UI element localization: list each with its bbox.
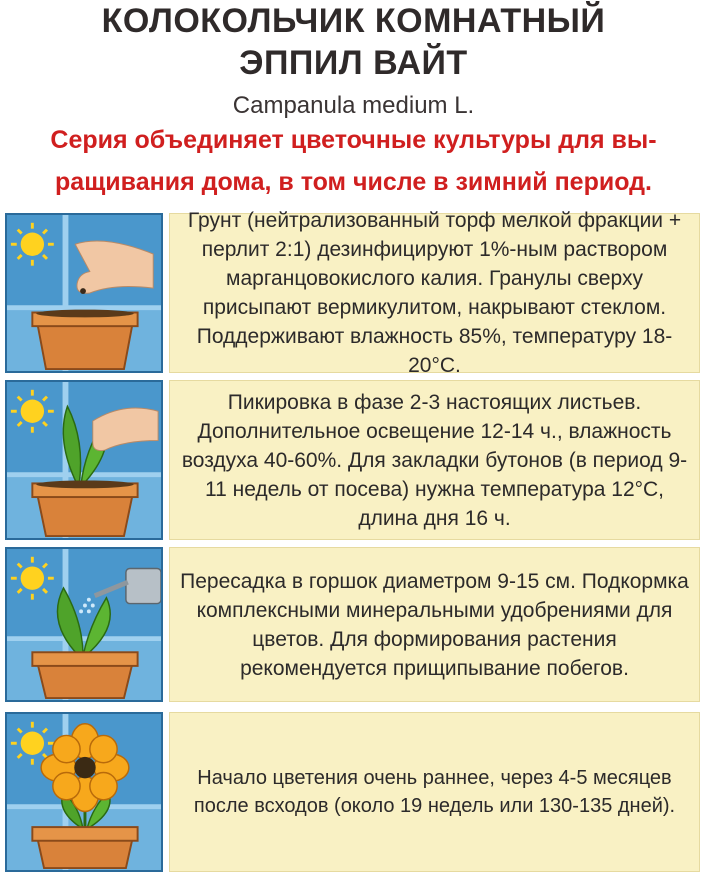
- watering-plant-illustration: [5, 547, 163, 702]
- step-transplanting: [5, 547, 700, 702]
- step-sowing: [5, 209, 700, 377]
- step-pricking-out: [5, 380, 700, 540]
- title-line-2: ЭППИЛ ВАЙТ: [239, 44, 468, 82]
- step-flowering-text: Начало цветения очень раннее, через 4-5 месяцев после всходов (около 19 недель или 130-135 дней).: [169, 712, 700, 872]
- pricking-out-illustration: [5, 380, 163, 540]
- step-pricking-out-text: Пикировка в фазе 2-3 настоящих листьев. Дополнительное освещение 12-14 ч., влажность воздуха 40-60%. Для закладки бутонов (в период 9-11 недель от посева) нужна температура 12°С, длина дня 16 ч.: [169, 380, 700, 540]
- step-transplanting-text: Пересадка в горшок диаметром 9-15 см. Подкормка комплексными минеральными удобрениями для цветов. Для формирования растения рекомендуется прищипывание побегов.: [169, 547, 700, 702]
- sowing-seeds-illustration: [5, 213, 163, 373]
- step-sowing-text: Грунт (нейтрализованный торф мелкой фракции + перлит 2:1) дезинфицируют 1%-ным раствором марганцовокислого калия. Гранулы сверху присыпают вермикулитом, накрывают стеклом. Поддерживают влажность 85%, температуру 18-20°С.: [169, 213, 700, 373]
- series-description-line-1: Серия объединяет цветочные культуры для вы-: [50, 126, 657, 154]
- title-line-1: КОЛОКОЛЬЧИК КОМНАТНЫЙ: [101, 2, 606, 40]
- series-description-line-2: ращивания дома, в том числе в зимний период.: [55, 168, 652, 196]
- latin-name: Campanula medium L.: [232, 92, 475, 119]
- flowering-plant-illustration: [5, 712, 163, 872]
- step-flowering: [5, 712, 700, 872]
